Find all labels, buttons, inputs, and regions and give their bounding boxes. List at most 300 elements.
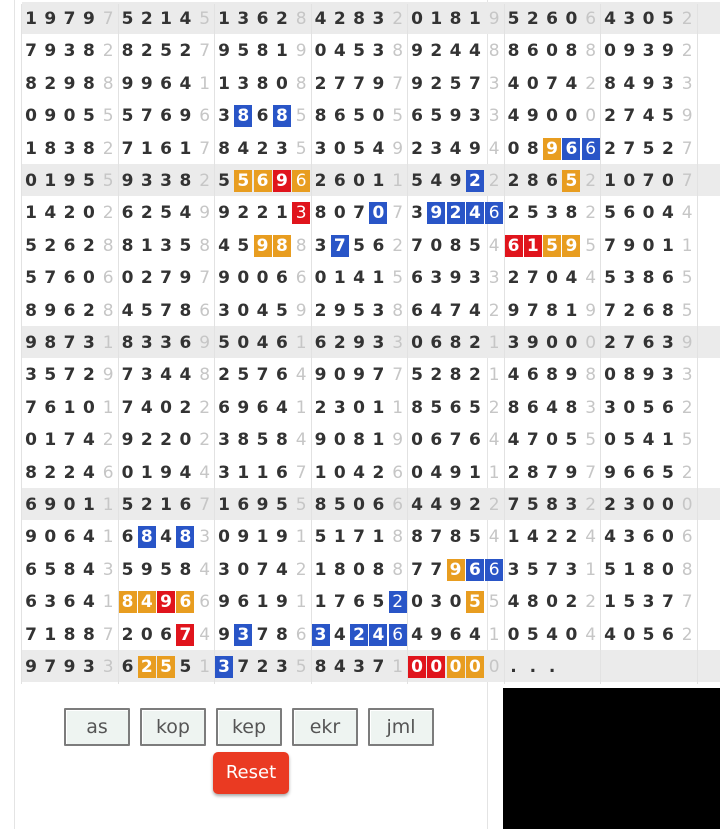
grid-separator-digit: 6 <box>582 138 600 160</box>
grid-cell: 9 <box>449 171 462 191</box>
grid-cell: 0 <box>140 624 153 645</box>
grid-cell: 4 <box>44 203 57 224</box>
grid-cell: 1 <box>623 559 636 580</box>
grid-cell: 2 <box>256 203 269 224</box>
grid-cell: 4 <box>237 138 250 159</box>
as-button[interactable]: as <box>64 708 130 746</box>
grid-cell: 0 <box>546 268 559 289</box>
grid-cell: 4 <box>121 300 134 321</box>
grid-cell: 5 <box>44 559 57 580</box>
grid-divider <box>21 4 22 684</box>
grid-separator-digit: 2 <box>295 559 307 580</box>
grid-cell: 2 <box>140 430 153 451</box>
grid-cell: 9 <box>430 624 443 645</box>
grid-cell: 9 <box>44 9 57 29</box>
grid-cell: 3 <box>215 656 233 678</box>
grid-cell: 9 <box>44 106 57 127</box>
grid-row <box>22 618 720 650</box>
grid-cell: 8 <box>82 138 95 159</box>
grid-cell: 8 <box>526 171 539 191</box>
grid-cell: 4 <box>160 527 173 548</box>
grid-cell: 6 <box>63 300 76 321</box>
grid-separator-digit: 4 <box>585 624 597 645</box>
grid-cell: 0 <box>333 138 346 159</box>
grid-separator-digit: 6 <box>295 624 307 645</box>
grid-cell: 2 <box>82 365 95 386</box>
grid-cell: 6 <box>411 106 423 127</box>
grid-cell: 5 <box>121 559 134 580</box>
grid-separator-digit: 2 <box>102 138 114 159</box>
grid-cell: 8 <box>449 9 462 29</box>
grid-cell: 5 <box>449 73 462 94</box>
grid-separator-digit: 2 <box>585 73 597 94</box>
grid-cell: 6 <box>179 495 192 515</box>
grid-separator-digit: 9 <box>295 41 307 62</box>
grid-cell: 6 <box>333 106 346 127</box>
grid-divider <box>118 4 119 684</box>
grid-cell: 8 <box>604 73 616 94</box>
grid-separator-digit: 0 <box>585 106 597 127</box>
grid-cell: 2 <box>466 170 484 192</box>
grid-cell: 0 <box>546 333 559 353</box>
grid-cell: 8 <box>546 300 559 321</box>
grid-cell: 9 <box>218 203 230 224</box>
grid-cell: 7 <box>44 657 57 677</box>
grid-separator-digit: 6 <box>392 462 404 483</box>
grid-cell: 4 <box>353 268 366 289</box>
grid-cell: 7 <box>353 73 366 94</box>
grid-separator-digit: 9 <box>199 203 211 224</box>
grid-cell: . <box>548 657 556 677</box>
grid-cell: 9 <box>565 462 578 483</box>
grid-cell: 3 <box>275 657 288 677</box>
grid-separator-digit: 2 <box>681 462 693 483</box>
grid-cell: 0 <box>25 430 37 451</box>
grid-cell: 6 <box>218 397 230 418</box>
grid-cell: 7 <box>604 300 616 321</box>
grid-cell: 1 <box>256 527 269 548</box>
grid-cell: 3 <box>333 397 346 418</box>
grid-cell: 5 <box>466 591 484 613</box>
grid-separator-digit: 3 <box>488 106 500 127</box>
grid-cell: 2 <box>430 365 443 386</box>
grid-cell: 3 <box>218 430 230 451</box>
grid-cell: 5 <box>218 171 230 191</box>
grid-cell: 5 <box>526 624 539 645</box>
grid-row <box>22 456 720 488</box>
grid-cell: 1 <box>275 41 288 62</box>
grid-separator-digit: 7 <box>199 138 211 159</box>
grid-cell: 1 <box>25 203 37 224</box>
grid-cell: 5 <box>526 203 539 224</box>
grid-row <box>22 488 720 520</box>
grid-cell: 7 <box>507 495 520 515</box>
grid-separator-digit: 7 <box>392 365 404 386</box>
grid-cell: 4 <box>314 9 327 29</box>
grid-cell: 1 <box>314 462 327 483</box>
grid-cell: 2 <box>447 202 465 224</box>
grid-cell: 8 <box>314 203 327 224</box>
grid-cell: 4 <box>333 657 346 677</box>
grid-cell: 1 <box>468 9 481 29</box>
grid-cell: 6 <box>254 170 272 192</box>
grid-cell: 0 <box>546 430 559 451</box>
grid-separator-digit: 7 <box>102 624 114 645</box>
grid-separator-digit: 6 <box>295 268 307 289</box>
grid-cell: 8 <box>546 365 559 386</box>
grid-cell: 8 <box>176 526 194 548</box>
grid-cell: 2 <box>604 106 616 127</box>
grid-cell: 9 <box>604 462 616 483</box>
grid-divider <box>600 4 601 684</box>
grid-cell: 5 <box>353 41 366 62</box>
grid-cell: 3 <box>565 559 578 580</box>
grid-separator-digit: 2 <box>585 495 597 515</box>
grid-cell: 3 <box>642 592 655 613</box>
grid-separator-digit: 8 <box>295 73 307 94</box>
grid-cell: 5 <box>411 365 423 386</box>
grid-cell: 2 <box>179 41 192 62</box>
grid-cell: 7 <box>411 235 423 256</box>
kop-button[interactable]: kop <box>140 708 206 746</box>
grid-cell: 4 <box>411 624 423 645</box>
grid-cell: 4 <box>430 495 443 515</box>
grid-cell: 8 <box>256 41 269 62</box>
grid-cell: 0 <box>604 430 616 451</box>
grid-cell: 5 <box>642 138 655 159</box>
grid-cell: 0 <box>430 235 443 256</box>
grid-cell: 5 <box>314 527 327 548</box>
grid-cell: 0 <box>256 268 269 289</box>
grid-cell: 7 <box>604 235 616 256</box>
grid-cell: 5 <box>218 333 230 353</box>
grid-separator-digit: 0 <box>488 657 500 677</box>
grid-cell: 9 <box>179 268 192 289</box>
grid-cell: 6 <box>526 41 539 62</box>
grid-cell: 2 <box>63 203 76 224</box>
grid-cell: 3 <box>140 171 153 191</box>
grid-cell: 4 <box>546 624 559 645</box>
grid-cell: 1 <box>314 559 327 580</box>
grid-cell: 0 <box>333 365 346 386</box>
grid-cell: 5 <box>237 365 250 386</box>
grid-cell: 6 <box>372 495 385 515</box>
grid-cell: 6 <box>661 397 674 418</box>
grid-separator-digit: 4 <box>199 462 211 483</box>
grid-cell: 4 <box>179 365 192 386</box>
grid-cell: 5 <box>565 430 578 451</box>
grid-row <box>22 164 720 196</box>
grid-separator-digit: 8 <box>295 235 307 256</box>
grid-cell: 0 <box>179 430 192 451</box>
grid-cell: 9 <box>468 138 481 159</box>
grid-cell: 0 <box>121 268 134 289</box>
grid-cell: 0 <box>353 495 366 515</box>
grid-separator-digit: 6 <box>485 202 503 224</box>
grid-cell: 5 <box>623 430 636 451</box>
grid-cell: 3 <box>218 559 230 580</box>
grid-cell: 3 <box>140 365 153 386</box>
grid-cell: 3 <box>623 268 636 289</box>
grid-cell: 5 <box>353 300 366 321</box>
grid-cell: 4 <box>430 462 443 483</box>
grid-cell: 2 <box>604 495 616 515</box>
grid-cell: 0 <box>546 41 559 62</box>
grid-cell: 7 <box>63 333 76 353</box>
grid-cell: 8 <box>44 333 57 353</box>
grid-separator-digit: 8 <box>585 41 597 62</box>
grid-separator-digit: 5 <box>392 268 404 289</box>
grid-cell: 2 <box>623 300 636 321</box>
grid-cell: 4 <box>353 462 366 483</box>
grid-separator-digit: 9 <box>295 300 307 321</box>
grid-separator-digit: 3 <box>488 73 500 94</box>
grid-cell: 8 <box>449 527 462 548</box>
grid-cell: 2 <box>350 624 368 646</box>
grid-separator-digit: 2 <box>199 430 211 451</box>
grid-separator-digit: 2 <box>681 9 693 29</box>
grid-separator-digit: 5 <box>488 592 500 613</box>
grid-cell: 7 <box>449 430 462 451</box>
grid-cell: 3 <box>661 365 674 386</box>
grid-cell: 0 <box>507 138 520 159</box>
grid-cell: 3 <box>565 495 578 515</box>
grid-cell: 0 <box>661 559 674 580</box>
grid-divider <box>504 4 505 684</box>
grid-cell: 9 <box>179 106 192 127</box>
kep-button[interactable]: kep <box>216 708 282 746</box>
grid-cell: 2 <box>138 656 156 678</box>
grid-separator-digit: 6 <box>392 495 404 515</box>
grid-cell: 4 <box>179 462 192 483</box>
grid-separator-digit: 1 <box>488 365 500 386</box>
grid-cell: 7 <box>333 592 346 613</box>
grid-cell: 7 <box>372 365 385 386</box>
grid-cell: 0 <box>408 656 426 678</box>
grid-cell: 9 <box>140 559 153 580</box>
grid-cell: 1 <box>507 527 520 548</box>
grid-cell: 5 <box>160 559 173 580</box>
grid-cell: 1 <box>218 9 230 29</box>
grid-cell: 7 <box>353 527 366 548</box>
grid-cell: 0 <box>623 397 636 418</box>
grid-cell: 9 <box>507 300 520 321</box>
grid-cell: 3 <box>623 9 636 29</box>
grid-cell: 7 <box>63 365 76 386</box>
grid-cell: 3 <box>623 527 636 548</box>
grid-cell: 8 <box>526 592 539 613</box>
grid-separator-digit: 7 <box>199 495 211 515</box>
grid-cell: 5 <box>160 41 173 62</box>
grid-divider <box>214 4 215 684</box>
grid-cell: 7 <box>642 171 655 191</box>
grid-cell: 5 <box>661 462 674 483</box>
grid-cell: 2 <box>314 171 327 191</box>
grid-cell: 2 <box>468 333 481 353</box>
grid-cell: 5 <box>507 9 520 29</box>
grid-cell: 3 <box>160 333 173 353</box>
grid-cell: 3 <box>468 106 481 127</box>
grid-cell: 5 <box>642 624 655 645</box>
grid-cell: 1 <box>44 430 57 451</box>
grid-cell: 8 <box>314 106 327 127</box>
grid-cell: 2 <box>140 495 153 515</box>
grid-cell: 3 <box>234 624 252 646</box>
grid-separator-digit: 9 <box>681 333 693 353</box>
grid-cell: 5 <box>157 656 175 678</box>
jml-button[interactable]: jml <box>368 708 434 746</box>
grid-cell: 5 <box>275 495 288 515</box>
grid-separator-digit: 3 <box>585 397 597 418</box>
grid-cell: 9 <box>353 365 366 386</box>
grid-cell: 8 <box>25 462 37 483</box>
grid-separator-digit: 3 <box>102 657 114 677</box>
grid-separator-digit: 8 <box>199 235 211 256</box>
grid-cell: 6 <box>63 268 76 289</box>
grid-separator-digit: 4 <box>585 268 597 289</box>
grid-cell: 0 <box>82 268 95 289</box>
grid-cell: 3 <box>468 268 481 289</box>
ekr-button[interactable]: ekr <box>292 708 358 746</box>
grid-cell: 9 <box>427 202 445 224</box>
grid-cell: 5 <box>661 106 674 127</box>
grid-cell: 2 <box>507 171 520 191</box>
grid-cell: 9 <box>82 9 95 29</box>
grid-cell: 2 <box>565 527 578 548</box>
grid-separator-digit: 1 <box>488 333 500 353</box>
grid-cell: 3 <box>604 397 616 418</box>
grid-cell: 3 <box>82 333 95 353</box>
grid-cell: 4 <box>179 203 192 224</box>
grid-separator-digit: 8 <box>488 41 500 62</box>
grid-cell: 4 <box>565 73 578 94</box>
grid-separator-digit: 9 <box>681 106 693 127</box>
grid-separator-digit: 1 <box>585 559 597 580</box>
grid-cell: 3 <box>218 106 230 127</box>
grid-cell: 4 <box>256 300 269 321</box>
grid-cell: 8 <box>661 300 674 321</box>
grid-cell: 6 <box>160 106 173 127</box>
grid-row <box>22 358 720 390</box>
grid-cell: 6 <box>275 462 288 483</box>
grid-cell: 7 <box>372 657 385 677</box>
grid-separator-digit: 1 <box>102 495 114 515</box>
grid-cell: 2 <box>430 41 443 62</box>
grid-separator-digit: 4 <box>585 527 597 548</box>
grid-separator-digit: 4 <box>488 138 500 159</box>
grid-cell: 4 <box>604 527 616 548</box>
grid-cell: 5 <box>468 235 481 256</box>
grid-separator-digit: 5 <box>102 171 114 191</box>
grid-cell: 0 <box>237 333 250 353</box>
grid-cell: 4 <box>275 397 288 418</box>
grid-cell: 2 <box>140 203 153 224</box>
grid-cell: 9 <box>642 365 655 386</box>
grid-cell: 2 <box>372 462 385 483</box>
grid-cell: 9 <box>449 106 462 127</box>
grid-separator-digit: 9 <box>488 9 500 29</box>
grid-cell: 5 <box>237 41 250 62</box>
grid-separator-digit: 9 <box>585 300 597 321</box>
grid-row <box>22 34 720 66</box>
grid-cell: 7 <box>121 397 134 418</box>
grid-cell: 8 <box>179 300 192 321</box>
grid-cell: 8 <box>526 138 539 159</box>
grid-cell: 5 <box>468 527 481 548</box>
grid-cell: 8 <box>507 397 520 418</box>
grid-cell: 2 <box>275 9 288 29</box>
grid-cell: 4 <box>507 106 520 127</box>
grid-separator-digit: 8 <box>392 41 404 62</box>
grid-cell: 6 <box>430 430 443 451</box>
grid-cell: 9 <box>565 365 578 386</box>
grid-cell: 4 <box>430 300 443 321</box>
grid-cell: 0 <box>44 527 57 548</box>
grid-separator-digit: 7 <box>681 592 693 613</box>
grid-separator-digit: 3 <box>392 333 404 353</box>
grid-separator-digit: 3 <box>102 559 114 580</box>
grid-cell: 6 <box>256 106 269 127</box>
grid-cell: 2 <box>526 9 539 29</box>
grid-cell: 9 <box>333 300 346 321</box>
grid-separator-digit: 2 <box>199 397 211 418</box>
grid-separator-digit: 1 <box>295 527 307 548</box>
grid-cell: 7 <box>623 333 636 353</box>
grid-row <box>22 229 720 261</box>
grid-separator-digit: 2 <box>681 624 693 645</box>
grid-cell: 9 <box>160 462 173 483</box>
grid-separator-digit: 4 <box>199 559 211 580</box>
grid-separator-digit: 6 <box>585 9 597 29</box>
grid-separator-digit: 8 <box>681 559 693 580</box>
grid-cell: 4 <box>179 9 192 29</box>
grid-cell: 9 <box>526 333 539 353</box>
grid-separator-digit: 1 <box>392 657 404 677</box>
grid-separator-digit: 5 <box>295 106 307 127</box>
grid-cell: 4 <box>526 527 539 548</box>
grid-cell: 4 <box>218 235 230 256</box>
grid-separator-digit: 3 <box>681 365 693 386</box>
grid-cell: 8 <box>218 138 230 159</box>
grid-cell: 9 <box>449 268 462 289</box>
grid-cell: 7 <box>25 624 37 645</box>
grid-cell: 0 <box>275 73 288 94</box>
grid-cell: 8 <box>642 559 655 580</box>
grid-cell: 3 <box>507 333 520 353</box>
grid-separator-digit: 1 <box>102 333 114 353</box>
grid-cell: 6 <box>661 268 674 289</box>
grid-cell: 0 <box>25 171 37 191</box>
grid-cell: 0 <box>353 171 366 191</box>
grid-cell: 8 <box>565 203 578 224</box>
grid-separator-digit: 2 <box>102 430 114 451</box>
grid-separator-digit: 1 <box>488 462 500 483</box>
grid-cell: 7 <box>121 138 134 159</box>
grid-separator-digit: 8 <box>102 235 114 256</box>
grid-cell: 0 <box>411 592 423 613</box>
grid-separator-digit: 9 <box>102 365 114 386</box>
grid-cell: 9 <box>63 171 76 191</box>
grid-cell: 4 <box>82 430 95 451</box>
reset-button[interactable]: Reset <box>213 752 289 794</box>
grid-separator-digit: 5 <box>681 268 693 289</box>
grid-cell: 6 <box>63 235 76 256</box>
grid-row <box>22 294 720 326</box>
grid-cell: 0 <box>369 202 387 224</box>
grid-cell: 0 <box>333 203 346 224</box>
grid-cell: 4 <box>546 397 559 418</box>
grid-cell: 1 <box>372 527 385 548</box>
